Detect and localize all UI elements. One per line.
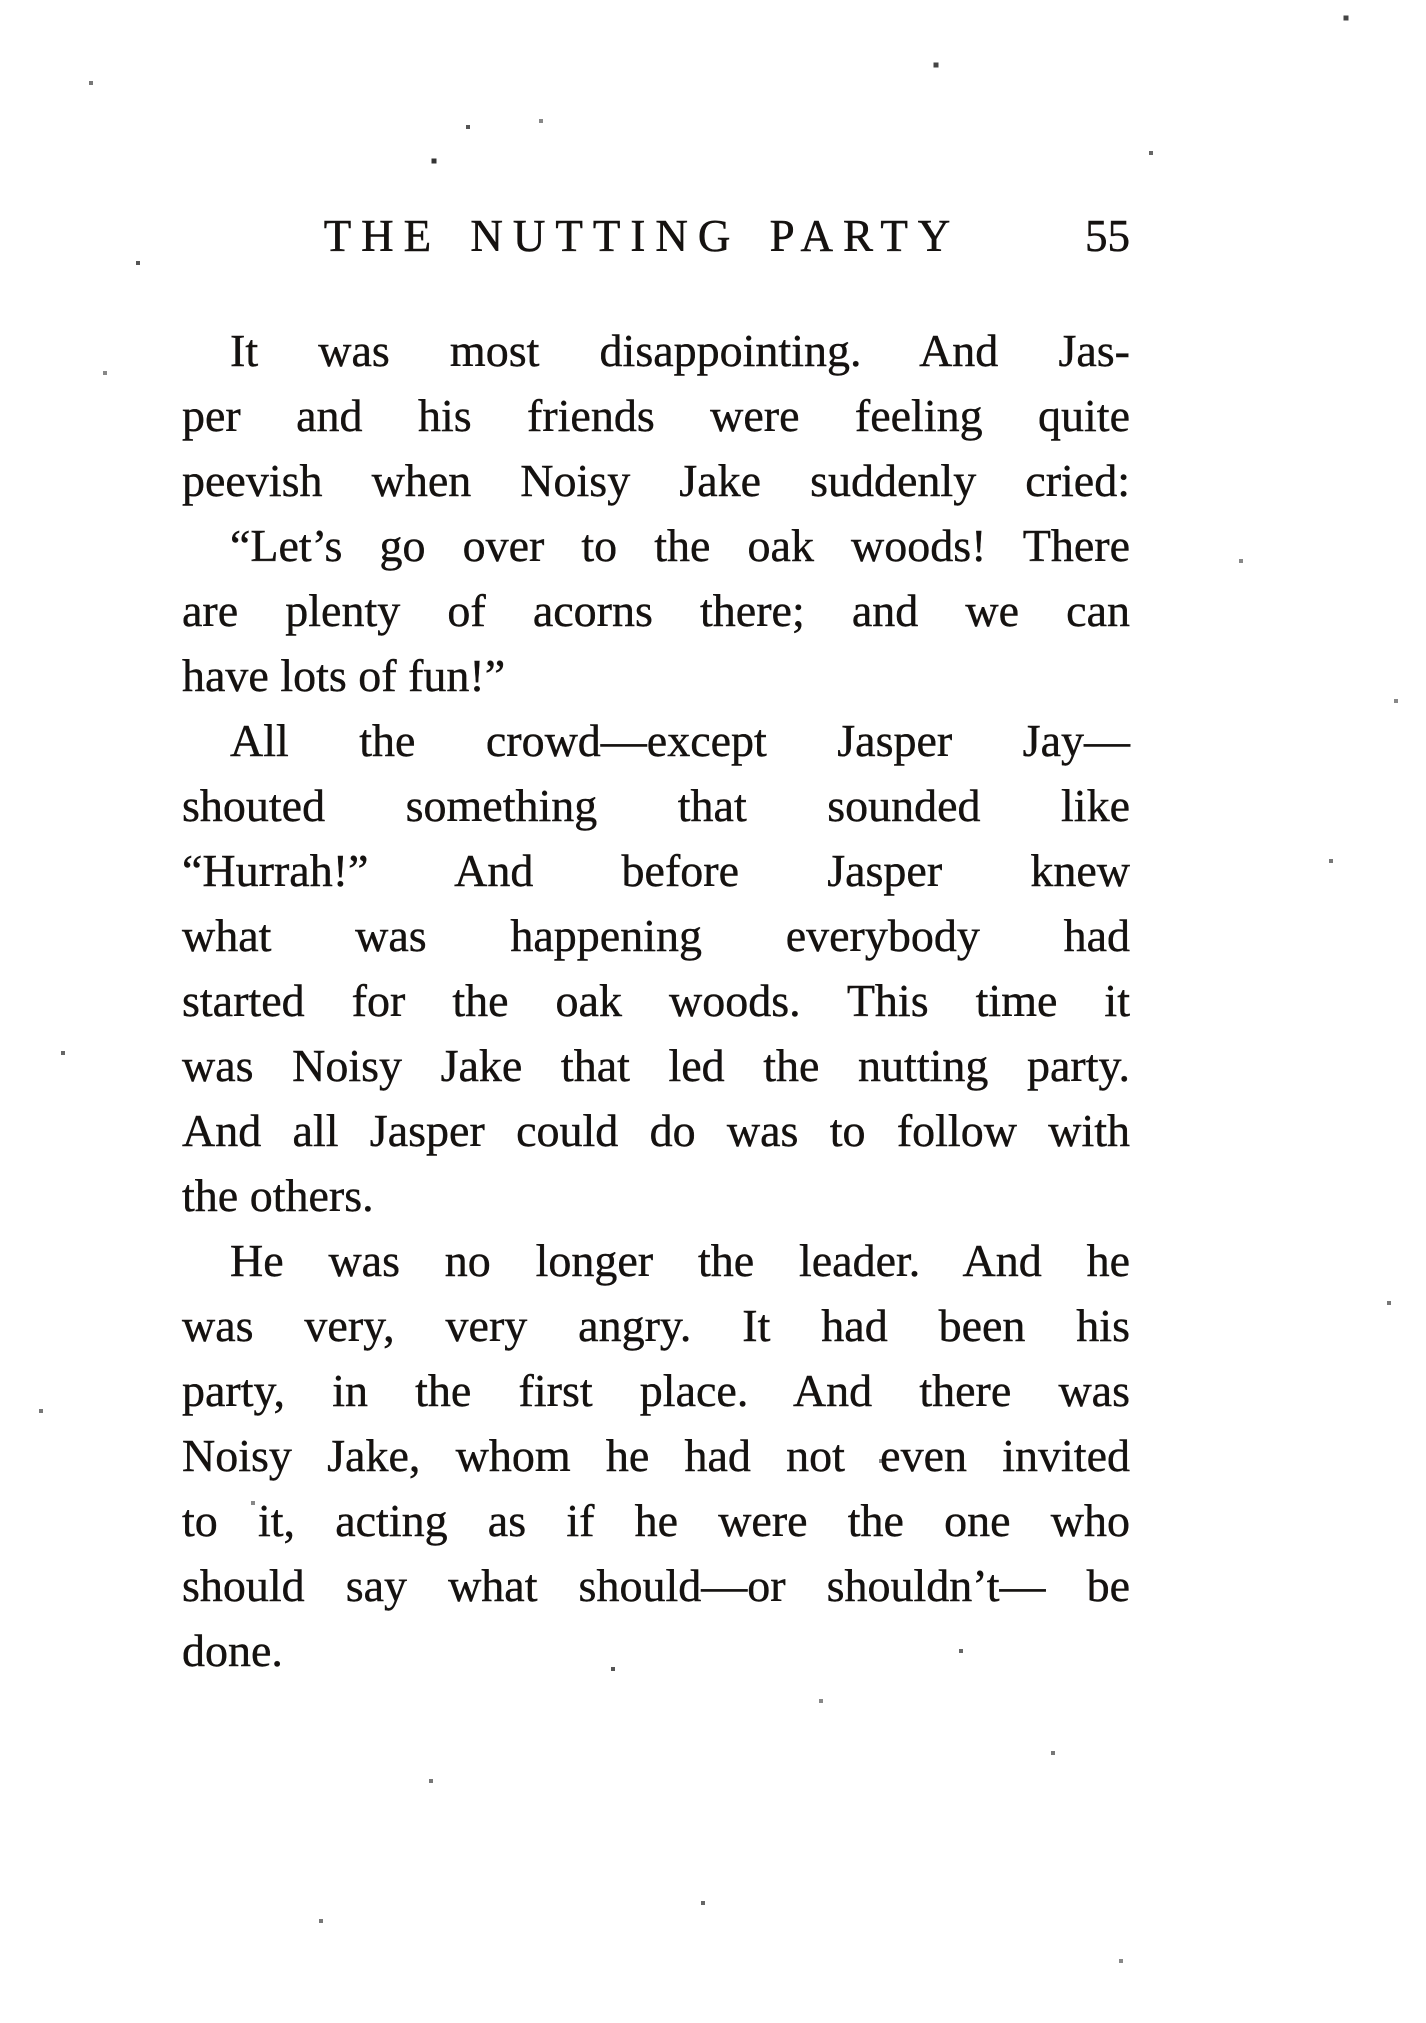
body-text [182,318,1130,1683]
text-line: It was most disappointing. And Jas- [230,325,1130,376]
text-line: peevish when Noisy Jake suddenly cried: [182,455,1130,506]
text-line: should say what should—or shouldn’t— be [182,1560,1130,1611]
text-line: was very, very angry. It had been his [182,1300,1130,1351]
text-line: Noisy Jake, whom he had not even invited [182,1430,1130,1481]
text-line: the others. [182,1170,374,1221]
text-line: started for the oak woods. This time it [182,975,1130,1026]
text-line: per and his friends were feeling quite [182,390,1130,441]
text-line: done. [182,1625,283,1676]
text-line: And all Jasper could do was to follow with [182,1105,1130,1156]
text-column [182,212,1130,1683]
text-line: are plenty of acorns there; and we can [182,585,1130,636]
text-line: was Noisy Jake that led the nutting party. [182,1040,1130,1091]
text-line: to it, acting as if he were the one who [182,1495,1130,1546]
text-line: “Let’s go over to the oak woods! There [230,520,1130,571]
text-line: All the crowd—except Jasper Jay— [230,715,1130,766]
chapter-title: THE NUTTING PARTY [323,211,961,261]
text-line: have lots of fun!” [182,650,506,701]
running-header [182,212,1130,260]
text-line: “Hurrah!” And before Jasper knew [182,845,1130,896]
page-number: 55 [1085,211,1130,261]
text-line: party, in the first place. And there was [182,1365,1130,1416]
text-line: shouted something that sounded like [182,780,1130,831]
scan-noise-specks [0,0,2,2]
text-line: He was no longer the leader. And he [230,1235,1130,1286]
text-line: what was happening everybody had [182,910,1130,961]
